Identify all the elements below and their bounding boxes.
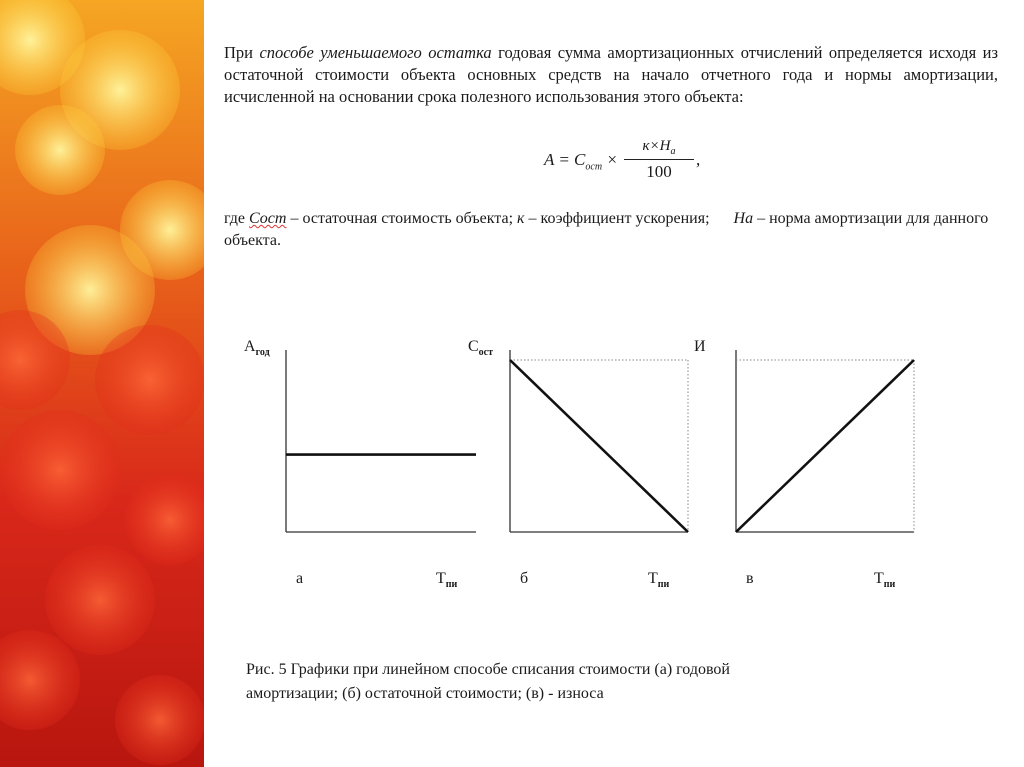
intro-paragraph: При способе уменьшаемого остатка годовая сумма амортизационных отчислений определяется исходя из остаточной стоимости объекта основных средств на начало отчетного года и нормы амортизации, исчисленной на основании срока полезного использования этого объекта:	[224, 43, 999, 106]
chart-2-xlabel: $Т_{пи}$	[874, 570, 896, 591]
definitions-paragraph: где Сост – остаточная стоимость объекта; к – коэффициент ускорения; На – норма амортизации для данного объекта.	[224, 210, 989, 249]
chart-1-ylabel: $С_{ост}$	[468, 338, 494, 359]
caption-line-1: Рис. 5 Графики при линейном способе списания стоимости (а) годовой	[246, 661, 730, 678]
slide-content	[204, 0, 1024, 767]
chart-1-xlabel: $Т_{пи}$	[648, 570, 670, 591]
chart-2-series-line	[736, 360, 914, 532]
chart-0-xlabel: $Т_{пи}$	[436, 570, 458, 591]
charts-area	[204, 330, 1024, 590]
charts-svg	[204, 330, 1024, 590]
caption-line-2: амортизации; (б) остаточной стоимости; (в) - износа	[246, 685, 604, 702]
chart-0-panel-letter: а	[296, 570, 304, 587]
formula: $A = C_{ост}$ × $к\times Н_а$ 100 ,	[544, 138, 701, 181]
chart-2-panel-letter: в	[746, 570, 754, 587]
chart-2-ylabel: И	[694, 338, 706, 355]
decorative-bokeh-background	[0, 0, 204, 767]
chart-1-series-line	[510, 360, 688, 532]
figure-caption	[246, 658, 846, 706]
chart-1-panel-letter: б	[520, 570, 529, 587]
chart-0-ylabel: $А_{год}$	[244, 338, 270, 359]
